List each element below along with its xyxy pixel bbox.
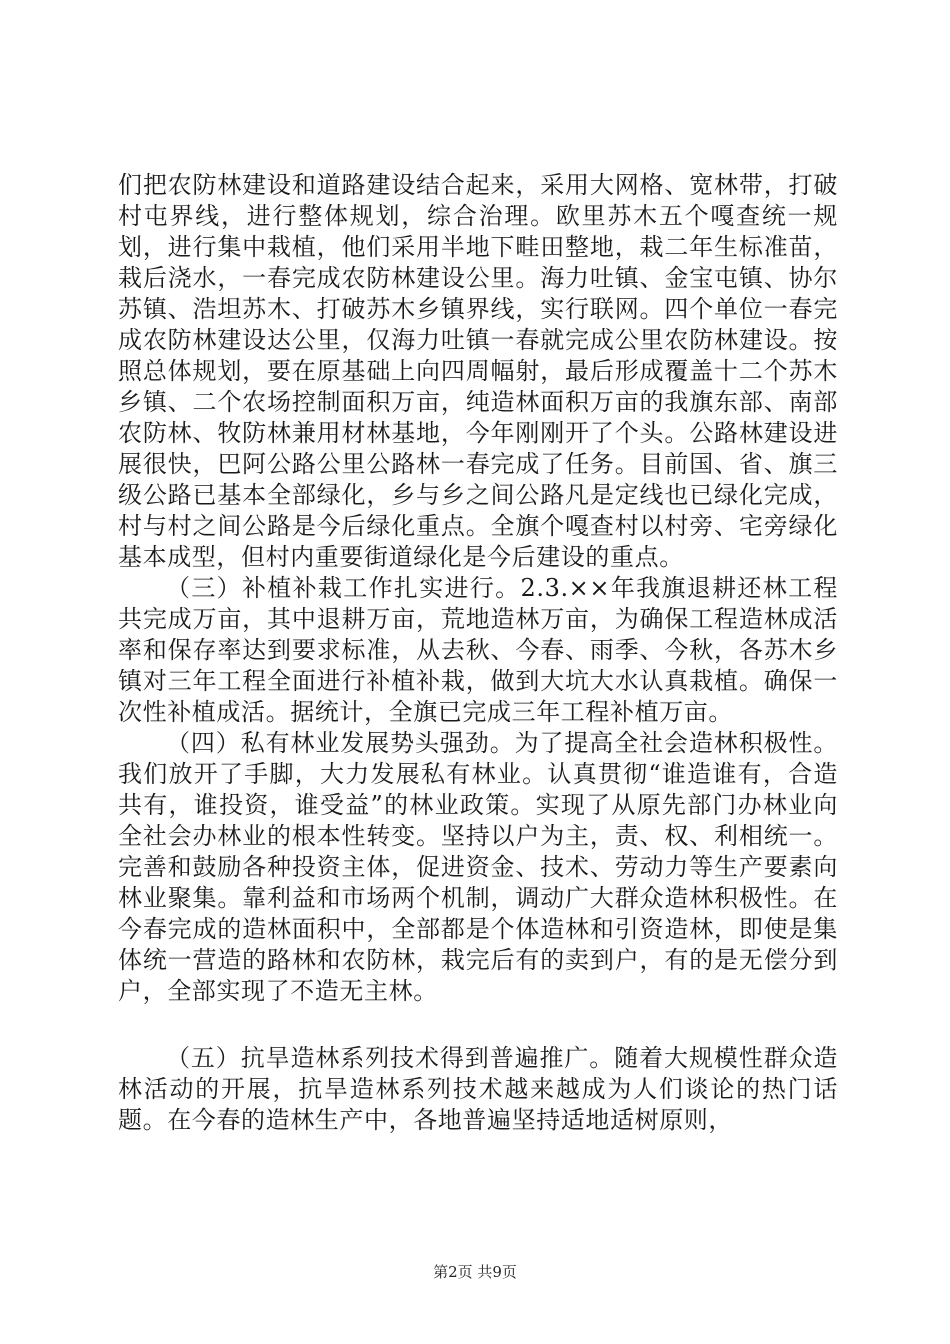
- paragraph-section-4: （四）私有林业发展势头强劲。为了提高全社会造林积极性。我们放开了手脚，大力发展私有林业。认真贯彻“谁造谁有，合造共有，谁投资，谁受益”的林业政策。实现了从原先部门办林业向全社会办林业的根本性转变。坚持以户为主，责、权、利相统一。完善和鼓励各种投资主体，促进资金、技术、劳动力等生产要素向林业聚集。靠利益和市场两个机制，调动广大群众造林积极性。在今春完成的造林面积中，全部都是个体造林和引资造林，即使是集体统一营造的路林和农防林，栽完后有的卖到户，有的是无偿分到户，全部实现了不造无主林。: [118, 729, 838, 1005]
- document-body: [118, 170, 838, 1136]
- paragraph-section-5: （五）抗旱造林系列技术得到普遍推广。随着大规模性群众造林活动的开展，抗旱造林系列技术越来越成为人们谈论的热门话题。在今春的造林生产中，各地普遍坚持适地适树原则，: [118, 1044, 838, 1134]
- page-number-footer: 第2页 共9页: [433, 1263, 517, 1281]
- paragraph-continuation: 们把农防林建设和道路建设结合起来，采用大网格、宽林带，打破村屯界线，进行整体规划，综合治理。欧里苏木五个嘎查统一规划，进行集中栽植，他们采用半地下畦田整地，栽二年生标准苗，栽后浇水，一春完成农防林建设公里。海力吐镇、金宝屯镇、协尔苏镇、浩坦苏木、打破苏木乡镇界线，实行联网。四个单位一春完成农防林建设达公里，仅海力吐镇一春就完成公里农防林建设。按照总体规划，要在原基础上向四周幅射，最后形成覆盖十二个苏木乡镇、二个农场控制面积万亩，纯造林面积万亩的我旗东部、南部农防林、牧防林兼用材林基地，今年刚刚开了个头。公路林建设进展很快，巴阿公路公里公路林一春完成了任务。目前国、省、旗三级公路已基本全部绿化，乡与乡之间公路凡是定线也已绿化完成，村与村之间公路是今后绿化重点。全旗个嘎查村以村旁、宅旁绿化基本成型，但村内重要街道绿化是今后建设的重点。: [118, 171, 838, 571]
- paragraph-section-3: （三）补植补栽工作扎实进行。2.3.××年我旗退耕还林工程共完成万亩，其中退耕万亩，荒地造林万亩，为确保工程造林成活率和保存率达到要求标准，从去秋、今春、雨季、今秋，各苏木乡镇对三年工程全面进行补植补栽，做到大坑大水认真栽植。确保一次性补植成活。据统计，全旗已完成三年工程补植万亩。: [118, 574, 838, 726]
